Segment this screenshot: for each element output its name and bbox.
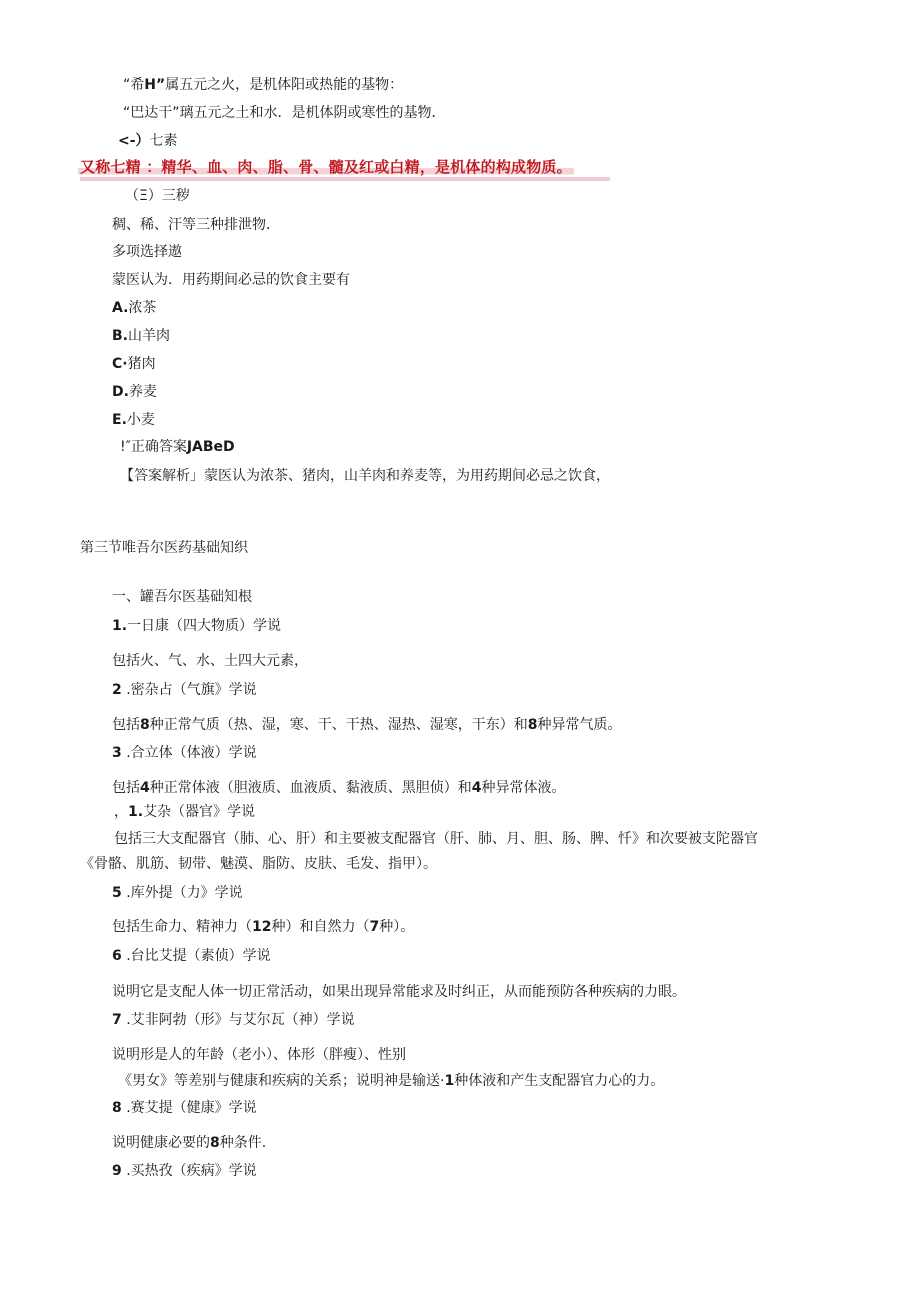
option-c: C·猪肉 <box>112 356 156 372</box>
text-line: 包括三大支配器官（肺、心、肝）和主要被支配器官（肝、肺、月、胆、肠、脾、忏》和次要被支陀器官 <box>114 831 758 847</box>
item-heading: 3 .合立体（体液）学说 <box>112 745 257 761</box>
item-heading: 8 .赛艾提（健康》学说 <box>112 1100 257 1116</box>
answer-explanation: 【答案解析」蒙医认为浓茶、猪肉，山羊肉和养麦等，为用药期间必忌之饮食， <box>120 468 610 484</box>
highlighted-text: 又称七精 ：精华、血、肉、脂、骨、髓及红或白精，是机体的构成物质。 <box>80 158 572 176</box>
text-line: 包括火、气、水、土四大元素， <box>112 653 308 669</box>
section-heading: 一、罐吾尔医基础知根 <box>112 589 252 605</box>
text-line: 包括生命力、精神力（12种）和自然力（7种）。 <box>112 919 415 935</box>
highlight-underline <box>80 177 610 181</box>
option-d: D.养麦 <box>112 384 157 400</box>
question-type: 多项选择遨 <box>112 244 182 260</box>
text-line: 说明健康必要的8种条件. <box>112 1135 267 1151</box>
text-line: “希H”属五元之火，是机体阳或热能的基物： <box>123 77 404 93</box>
item-heading: 9 .买热孜（疾病》学说 <box>112 1163 257 1179</box>
option-e: E.小麦 <box>112 412 155 428</box>
item-heading: 5 .库外提（力》学说 <box>112 885 243 901</box>
correct-answer: !″正确答案JABeD <box>120 439 235 455</box>
option-b: B.山羊肉 <box>112 328 170 344</box>
section-heading: <-）七素 <box>118 133 178 149</box>
item-heading: 6 .台比艾提（素侦）学说 <box>112 948 271 964</box>
question-stem: 蒙医认为．用药期间必忌的饮食主要有 <box>112 272 350 288</box>
text-line: 《男女》等差别与健康和疾病的关系；说明神是输送·1种体液和产生支配器官力心的力。 <box>118 1073 665 1089</box>
text-line: 包括4种正常体液（胆液质、血液质、黏液质、黑胆侦）和4种异常体液。 <box>112 780 566 796</box>
text-line: 说明它是支配人体一切正常活动，如果出现异常能求及时纠正，从而能预防各种疾病的力眼。 <box>112 984 686 1000</box>
text-line: 说明形是人的年龄（老小）、体形（胖瘦）、性别 <box>112 1047 406 1063</box>
section-heading: （Ξ）三秽 <box>125 188 190 204</box>
item-heading: 2 .密杂占（气旗》学说 <box>112 682 257 698</box>
item-heading: 1.一日康（四大物质）学说 <box>112 618 282 634</box>
chapter-title: 第三节唯吾尔医药基础知织 <box>80 540 248 556</box>
text-line: 《骨骼、肌筋、韧带、魅漠、脂防、皮肤、毛发、指甲）。 <box>80 856 437 872</box>
option-a: A.浓茶 <box>112 300 157 316</box>
text-line: 稠、稀、汗等三种排泄物． <box>112 217 280 233</box>
text-line: 包括8种正常气质（热、湿，寒、干、干热、湿热、湿寒，干东）和8种异常气质。 <box>112 717 622 733</box>
item-heading: 7 .艾非阿勃（形》与艾尔瓦（神）学说 <box>112 1012 355 1028</box>
text-line: “巴达干”璃五元之土和水．是机体阴或寒性的基物． <box>123 105 446 121</box>
item-heading: ，1.艾杂（器官》学说 <box>114 804 256 820</box>
